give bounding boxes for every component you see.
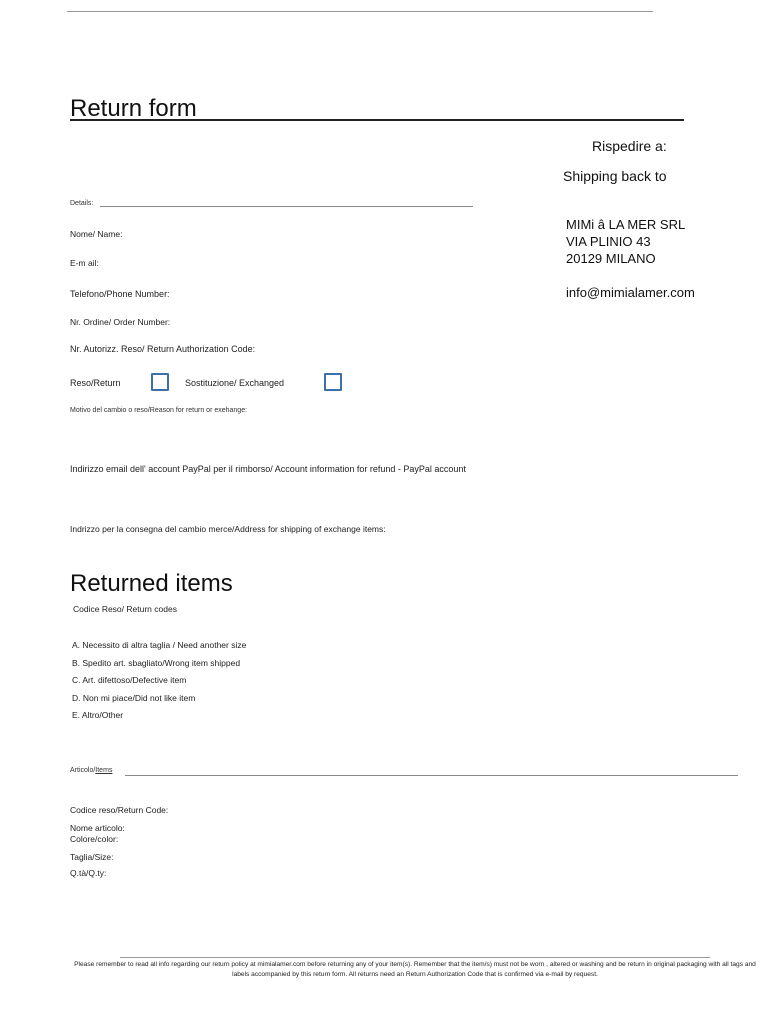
list-item: B. Spedito art. sbagliato/Wrong item shipped [72, 657, 241, 668]
email-label: E-m ail: [70, 258, 99, 268]
address-line: 20129 MILANO [566, 251, 656, 266]
footer-note: Please remember to read all info regarding our return policy at mimialamer.com before returning any of your item(s). Remember that the item/s) must not be worn , altered or washing and be return in original packaging with all tags and labels accompanied by this return form. All returns need an Return Authorization Code that is confirmed via e-mail by request. [74, 961, 756, 978]
phone-label: Telefono/Phone Number: [70, 289, 170, 299]
address-line: MIMi â LA MER SRL [566, 217, 686, 232]
shipping-label-it: Rispedire a: [592, 138, 667, 154]
return-code-label: Codice reso/Return Code: [70, 805, 169, 815]
exchange-option-label: Sostituzione/ Exchanged [185, 378, 285, 388]
list-item: C. Art. difettoso/Defective item [72, 675, 187, 685]
list-item: E. Altro/Other [72, 710, 124, 720]
qty-label: Q.tà/Q.ty: [70, 868, 107, 878]
return-checkbox[interactable] [151, 373, 169, 391]
return-codes-heading: Codice Reso/ Return codes [73, 604, 177, 614]
items-heading-suffix: Items [95, 767, 113, 774]
address-line: VIA PLINIO 43 [566, 234, 651, 249]
item-name-label: Nome articolo: [70, 823, 125, 833]
return-option-label: Reso/Return [70, 378, 121, 388]
order-number-label: Nr. Ordine/ Order Number: [70, 317, 171, 327]
auth-code-label: Nr. Autorizz. Reso/ Return Authorization Code: [70, 344, 256, 354]
shipping-label-en: Shipping back to [563, 168, 667, 184]
title-underline [70, 119, 684, 121]
items-heading-prefix: Articolo/ [70, 767, 96, 774]
color-label: Colore/color: [70, 834, 119, 844]
shipping-address-label: Indrizzo per la consegna del cambio merce/Address for shipping of exchange items: [70, 524, 386, 534]
shipping-email: info@mimialamer.com [566, 285, 695, 300]
shipping-address [566, 216, 685, 267]
name-label: Nome/ Name: [70, 229, 123, 239]
list-item: D. Non mi piace/Did not like item [72, 692, 196, 703]
footer-divider [120, 957, 710, 958]
exchange-checkbox[interactable] [324, 373, 342, 391]
size-label: Taglia/Size: [70, 852, 114, 862]
items-rule [125, 775, 738, 776]
details-rule [100, 206, 473, 207]
reason-label: Motivo del cambio o reso/Reason for return or exehange: [70, 407, 248, 414]
page-title: Return form [70, 95, 197, 122]
list-item: A. Necessito di altra taglia / Need another size [72, 640, 247, 650]
items-heading [70, 767, 112, 774]
details-heading: Details: [70, 200, 94, 207]
top-divider [67, 11, 653, 12]
return-codes-list [72, 640, 246, 728]
returned-items-heading: Returned items [70, 570, 233, 597]
paypal-label: Indirizzo email dell' account PayPal per il rimborso/ Account information for refund - PayPal account [70, 464, 466, 474]
